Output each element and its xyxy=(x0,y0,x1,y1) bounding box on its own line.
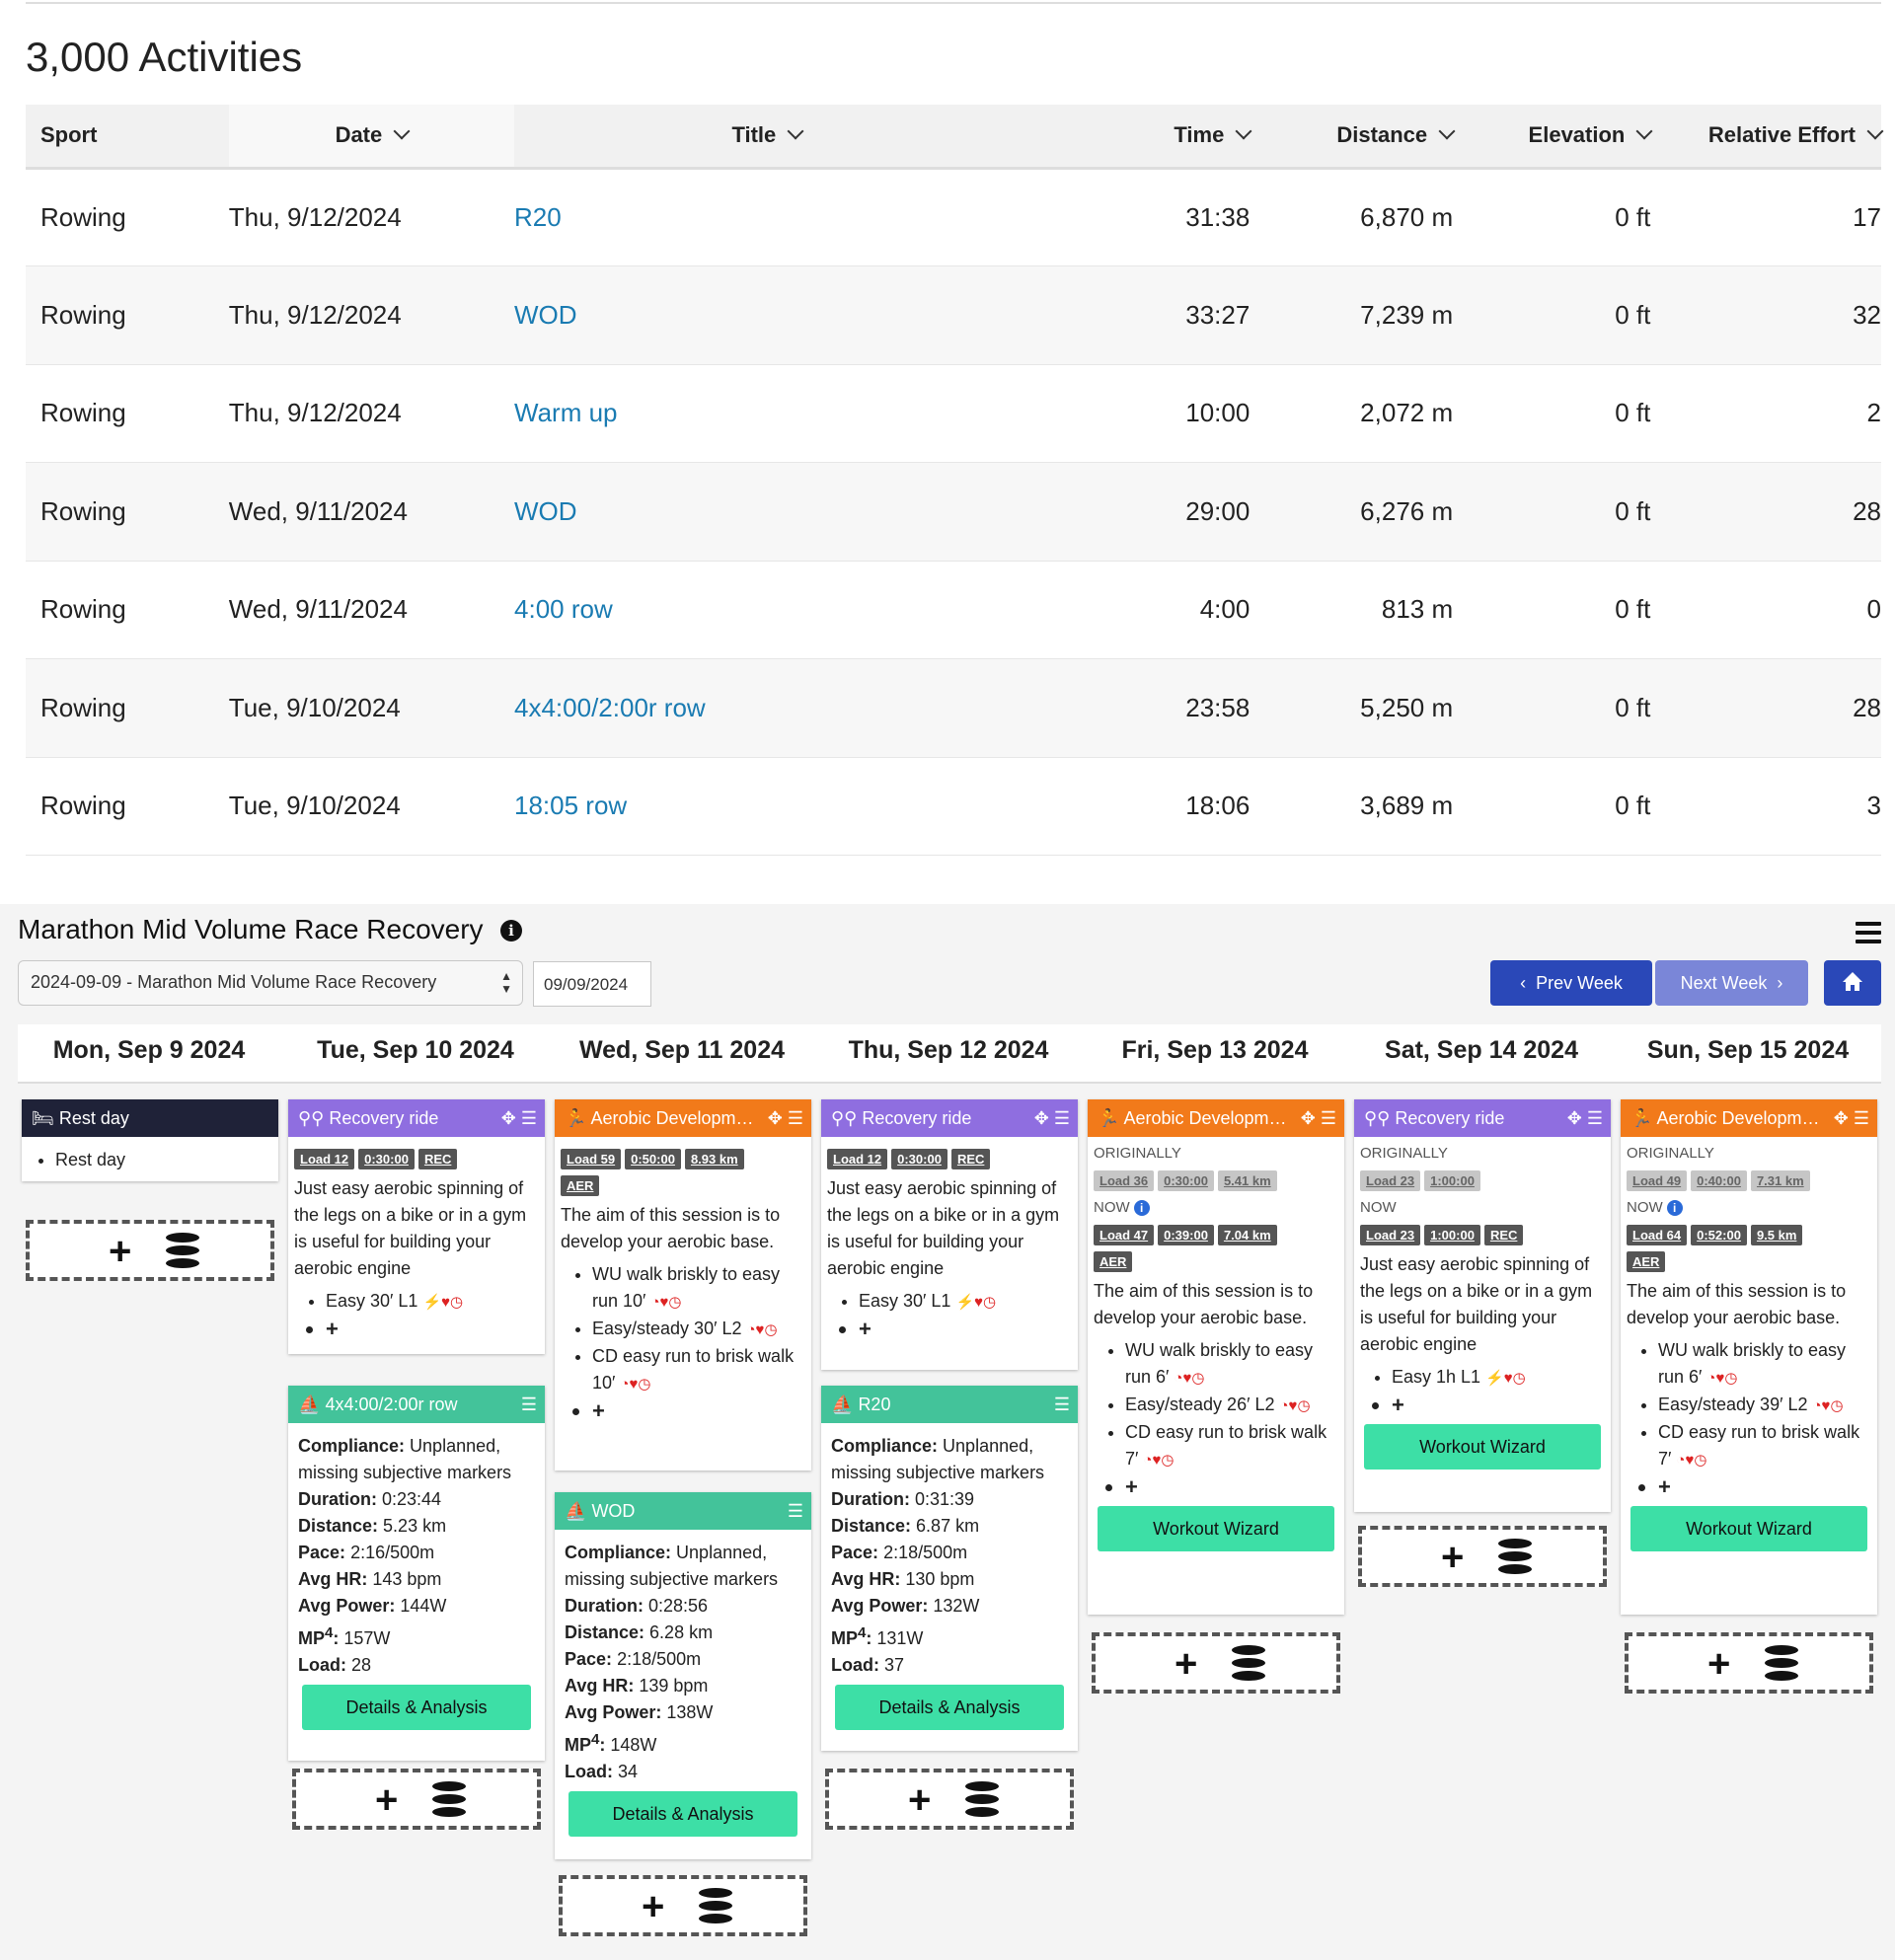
add-step-plus-icon[interactable]: • + xyxy=(1658,1473,1871,1500)
workout-step: • WU walk briskly to easy run 10′ ◔♥◷ xyxy=(592,1261,805,1316)
home-button[interactable] xyxy=(1824,960,1881,1006)
table-row xyxy=(26,659,1881,758)
time-cell: 33:27 xyxy=(1020,266,1251,365)
day-header-sat: Sat, Sep 14 2024 xyxy=(1385,1036,1578,1064)
title-cell xyxy=(514,757,1020,856)
prev-week-button[interactable] xyxy=(1490,960,1652,1006)
effort-cell: 32 xyxy=(1650,266,1881,365)
workout-description: The aim of this session is to develop your aerobic base. xyxy=(1627,1281,1847,1327)
pace-line: Pace: 2:16/500m xyxy=(298,1543,435,1562)
workout-wizard-button[interactable]: Workout Wizard xyxy=(1630,1506,1867,1551)
table-row xyxy=(26,266,1881,365)
col-effort-sort[interactable] xyxy=(1650,105,1881,168)
menu-icon[interactable] xyxy=(1856,922,1881,943)
add-step-plus-icon[interactable]: • + xyxy=(859,1316,1072,1342)
top-divider xyxy=(26,0,1881,4)
effort-cell: 0 xyxy=(1650,561,1881,659)
load-line: Load: 28 xyxy=(298,1655,372,1675)
add-workout-box-sun[interactable] xyxy=(1625,1632,1873,1694)
col-distance-label: Distance xyxy=(1336,122,1428,148)
col-title-sort[interactable] xyxy=(514,105,1020,168)
step-icons: ◔♥◷ xyxy=(620,1376,651,1393)
aerobic-card-sun[interactable]: 🏃 Aerobic Developm… ✥ ☰ ORIGINALLY Load 49 0:40:00 7.31 km NOW i Load 64 0:52:00 9.5 km AER The aim of this session is to develop your aerobic base. • WU walk briskly to easy run 6′ ◔♥◷ • Easy/steady 39′ L2 ◔♥◷ • CD easy run to brisk walk 7′ ◔♥◷ • + Workout Wizard xyxy=(1621,1099,1877,1615)
card-header xyxy=(821,1386,1078,1423)
bike-icon: ⚲⚲ xyxy=(298,1108,325,1128)
card-header xyxy=(555,1492,811,1530)
chevron-down-icon xyxy=(1636,123,1653,140)
rest-day-header xyxy=(22,1099,278,1137)
sport-cell: Rowing xyxy=(26,757,229,856)
now-label: NOW i xyxy=(1094,1197,1338,1219)
title-cell xyxy=(514,168,1020,266)
move-menu-icons[interactable]: ✥ ☰ xyxy=(500,1108,537,1128)
card-title: Recovery ride xyxy=(862,1108,972,1128)
card-header xyxy=(1354,1099,1611,1137)
info-icon[interactable]: i xyxy=(1667,1200,1683,1216)
chevron-down-icon xyxy=(1867,123,1884,140)
move-menu-icons[interactable]: ✥ ☰ xyxy=(1300,1108,1336,1128)
step-icons: ⚡♥◷ xyxy=(422,1294,464,1311)
card-header xyxy=(1621,1099,1877,1137)
select-arrows-icon: ▲ ▼ xyxy=(500,969,512,996)
elevation-cell: 0 ft xyxy=(1453,757,1650,856)
workout-step: • WU walk briskly to easy run 6′ ◔♥◷ xyxy=(1658,1337,1871,1392)
day-header-tue: Tue, Sep 10 2024 xyxy=(317,1036,514,1064)
date-cell: Thu, 9/12/2024 xyxy=(229,364,514,463)
plus-icon: + xyxy=(642,1885,665,1928)
workout-step: • CD easy run to brisk walk 7′ ◔♥◷ xyxy=(1125,1419,1338,1473)
chevron-down-icon xyxy=(1439,123,1456,140)
day-header-mon: Mon, Sep 9 2024 xyxy=(52,1036,246,1064)
move-menu-icons[interactable]: ✥ ☰ xyxy=(1833,1108,1869,1128)
plan-title: Marathon Mid Volume Race Recovery xyxy=(18,914,484,944)
chevron-down-icon xyxy=(394,123,411,140)
sport-cell: Rowing xyxy=(26,364,229,463)
col-sport xyxy=(26,105,229,168)
next-week-label: Next Week xyxy=(1680,973,1768,993)
power-line: Avg Power: 144W xyxy=(298,1596,447,1616)
activity-title-link[interactable]: 4:00 row xyxy=(514,594,613,625)
workout-step: • CD easy run to brisk walk 7′ ◔♥◷ xyxy=(1658,1419,1871,1473)
database-icon xyxy=(1765,1645,1798,1683)
card-title: Aerobic Developm… xyxy=(1123,1108,1287,1128)
details-analysis-button[interactable]: Details & Analysis xyxy=(302,1685,531,1730)
database-icon xyxy=(1232,1645,1265,1683)
activity-title-link[interactable]: WOD xyxy=(514,299,577,330)
time-cell: 29:00 xyxy=(1020,463,1251,562)
card-header xyxy=(288,1099,545,1137)
distance-cell: 6,276 m xyxy=(1250,463,1453,562)
details-analysis-button[interactable]: Details & Analysis xyxy=(835,1685,1064,1730)
rowing-icon: ⛵ xyxy=(298,1395,321,1414)
card-title: WOD xyxy=(591,1501,636,1521)
step-icons: ◔♥◷ xyxy=(650,1294,682,1311)
distance-cell: 813 m xyxy=(1250,561,1453,659)
date-cell: Thu, 9/12/2024 xyxy=(229,168,514,266)
database-icon xyxy=(699,1888,732,1925)
card-title: Aerobic Developm… xyxy=(1656,1108,1820,1128)
compliance-line: Compliance: Unplanned, missing subjective markers xyxy=(298,1436,512,1482)
runner-icon: 🏃 xyxy=(1630,1108,1653,1128)
card-title: Recovery ride xyxy=(329,1108,439,1128)
workout-description: Just easy aerobic spinning of the legs on a bike or in a gym is useful for building your aerobic engine xyxy=(294,1178,527,1278)
workout-step: • CD easy run to brisk walk 10′ ◔♥◷ xyxy=(592,1343,805,1397)
activity-title-link[interactable]: Warm up xyxy=(514,398,618,428)
rowing-icon: ⛵ xyxy=(831,1395,854,1414)
plus-icon: + xyxy=(375,1778,399,1822)
activity-title-link[interactable]: 18:05 row xyxy=(514,791,628,821)
runner-icon: 🏃 xyxy=(1098,1108,1120,1128)
workout-step: • Easy/steady 39′ L2 ◔♥◷ xyxy=(1658,1392,1871,1419)
add-workout-box-sat[interactable] xyxy=(1358,1526,1607,1587)
mp-line: $MP^4$: 157W xyxy=(298,1624,391,1648)
recovery-ride-card-tue[interactable] xyxy=(288,1099,545,1354)
move-menu-icons[interactable]: ✥ ☰ xyxy=(1033,1108,1070,1128)
table-row xyxy=(26,364,1881,463)
menu-icon[interactable]: ☰ xyxy=(520,1395,537,1414)
elevation-cell: 0 ft xyxy=(1453,364,1650,463)
now-label: NOW i xyxy=(1627,1197,1871,1219)
menu-icon[interactable]: ☰ xyxy=(1053,1395,1070,1414)
plan-date-input[interactable]: 09/09/2024 xyxy=(533,961,651,1007)
chevron-down-icon xyxy=(1236,123,1252,140)
plus-icon: + xyxy=(1175,1642,1198,1686)
bike-icon: ⚲⚲ xyxy=(1364,1108,1391,1128)
effort-cell: 2 xyxy=(1650,364,1881,463)
rest-day-item: • Rest day xyxy=(55,1147,272,1173)
add-step-plus-icon[interactable]: • + xyxy=(326,1316,539,1342)
card-header xyxy=(555,1099,811,1137)
day-header-wed: Wed, Sep 11 2024 xyxy=(579,1036,785,1064)
originally-label: ORIGINALLY xyxy=(1627,1145,1714,1162)
plus-icon: + xyxy=(1441,1536,1465,1579)
add-workout-box-wed[interactable] xyxy=(559,1875,807,1936)
date-cell: Tue, 9/10/2024 xyxy=(229,659,514,758)
workout-step: • Easy 30′ L1 ⚡♥◷ xyxy=(859,1288,1072,1316)
duration-tag: 0:30:00 xyxy=(358,1149,415,1169)
title-cell xyxy=(514,364,1020,463)
day-header-sun: Sun, Sep 15 2024 xyxy=(1646,1036,1850,1064)
sport-cell: Rowing xyxy=(26,168,229,266)
duration-line: Duration: 0:23:44 xyxy=(298,1489,442,1509)
chevron-down-icon xyxy=(788,123,804,140)
menu-icon[interactable]: ☰ xyxy=(787,1501,803,1521)
step-icons: ◔♥◷ xyxy=(746,1321,778,1338)
add-step-plus-icon[interactable]: • + xyxy=(592,1397,805,1424)
table-row xyxy=(26,168,1881,266)
bike-icon: ⚲⚲ xyxy=(831,1108,858,1128)
elevation-cell: 0 ft xyxy=(1453,168,1650,266)
time-cell: 18:06 xyxy=(1020,757,1251,856)
col-title-label: Title xyxy=(731,122,777,148)
card-title: Recovery ride xyxy=(1395,1108,1505,1128)
runner-icon: 🏃 xyxy=(565,1108,587,1128)
workout-description: The aim of this session is to develop your aerobic base. xyxy=(561,1205,781,1251)
activities-table-body xyxy=(26,168,1881,856)
effort-cell: 28 xyxy=(1650,463,1881,562)
effort-cell: 17 xyxy=(1650,168,1881,266)
col-sport-label: Sport xyxy=(40,122,98,148)
aerobic-card-fri[interactable]: 🏃 Aerobic Developm… ✥ ☰ ORIGINALLY Load 36 0:30:00 5.41 km NOW i Load 47 0:39:00 7.04 km AER The aim of this session is to develop your aerobic base. • WU walk briskly to easy run 6′ ◔♥◷ • Easy/steady 26′ L2 ◔♥◷ • CD easy run to brisk walk 7′ ◔♥◷ • + Workout Wizard xyxy=(1088,1099,1344,1615)
workout-step: • Easy 30′ L1 ⚡♥◷ xyxy=(326,1288,539,1316)
date-cell: Wed, 9/11/2024 xyxy=(229,561,514,659)
col-elevation-label: Elevation xyxy=(1528,122,1626,148)
distance-cell: 2,072 m xyxy=(1250,364,1453,463)
distance-line: Distance: 5.23 km xyxy=(298,1516,447,1536)
workout-step: • Easy 1h L1 ⚡♥◷ xyxy=(1392,1364,1605,1392)
table-row xyxy=(26,463,1881,562)
info-icon[interactable]: i xyxy=(500,920,522,942)
day-header-fri: Fri, Sep 13 2024 xyxy=(1121,1036,1309,1064)
col-time-sort[interactable] xyxy=(1020,105,1251,168)
chevron-right-icon: › xyxy=(1767,973,1783,993)
prev-week-label: Prev Week xyxy=(1536,973,1623,993)
plan-select[interactable] xyxy=(18,960,523,1006)
sport-cell: Rowing xyxy=(26,659,229,758)
rowing-icon: ⛵ xyxy=(565,1501,587,1521)
add-workout-box-mon[interactable] xyxy=(26,1220,274,1281)
sport-cell: Rowing xyxy=(26,463,229,562)
sport-cell: Rowing xyxy=(26,266,229,365)
time-cell: 23:58 xyxy=(1020,659,1251,758)
card-header xyxy=(821,1099,1078,1137)
bed-icon: 🛏 xyxy=(32,1108,54,1128)
col-time-label: Time xyxy=(1174,122,1225,148)
col-date-sort[interactable] xyxy=(229,105,514,168)
col-elevation-sort[interactable] xyxy=(1453,105,1650,168)
date-cell: Wed, 9/11/2024 xyxy=(229,463,514,562)
rest-day-card[interactable] xyxy=(22,1099,278,1181)
card-title: Aerobic Developm… xyxy=(590,1108,754,1128)
add-workout-box-tue[interactable] xyxy=(292,1769,541,1830)
table-header-row xyxy=(26,105,1881,168)
date-cell: Thu, 9/12/2024 xyxy=(229,266,514,365)
move-menu-icons[interactable]: ✥ ☰ xyxy=(1566,1108,1603,1128)
effort-cell: 3 xyxy=(1650,757,1881,856)
activity-title-link[interactable]: R20 xyxy=(514,201,562,232)
plus-icon: + xyxy=(908,1778,932,1822)
activities-table xyxy=(26,105,1881,856)
activities-count-title: 3,000 Activities xyxy=(26,34,303,80)
col-effort-label: Relative Effort xyxy=(1707,122,1856,148)
card-header xyxy=(288,1386,545,1423)
load-tag: Load 12 xyxy=(294,1149,354,1169)
col-distance-sort[interactable] xyxy=(1250,105,1453,168)
card-header xyxy=(1088,1099,1344,1137)
title-cell xyxy=(514,561,1020,659)
completed-row-card-tue[interactable] xyxy=(288,1386,545,1761)
sport-cell: Rowing xyxy=(26,561,229,659)
date-cell: Tue, 9/10/2024 xyxy=(229,757,514,856)
distance-cell: 5,250 m xyxy=(1250,659,1453,758)
hr-line: Avg HR: 143 bpm xyxy=(298,1569,442,1589)
elevation-cell: 0 ft xyxy=(1453,266,1650,365)
aerobic-card-wed[interactable]: 🏃 Aerobic Developm… ✥ ☰ Load 59 0:50:00 8.93 km AER The aim of this session is to develop your aerobic base. • WU walk briskly to easy run 10′ ◔♥◷ • Easy/steady 30′ L2 ◔♥◷ • CD easy run to brisk walk 10′ ◔♥◷ • + xyxy=(555,1099,811,1470)
step-icons: ⚡♥◷ xyxy=(955,1294,997,1311)
title-cell xyxy=(514,659,1020,758)
database-icon xyxy=(965,1781,999,1819)
workout-description: Just easy aerobic spinning of the legs on a bike or in a gym is useful for building your aerobic engine xyxy=(1360,1254,1593,1354)
database-icon xyxy=(432,1781,466,1819)
workout-step: • WU walk briskly to easy run 6′ ◔♥◷ xyxy=(1125,1337,1338,1392)
time-cell: 4:00 xyxy=(1020,561,1251,659)
time-cell: 31:38 xyxy=(1020,168,1251,266)
completed-r20-card-thu[interactable]: ⛵ R20 ☰ Compliance: Unplanned, missing subjective markers Duration: 0:31:39 Distance: 6.87 km Pace: 2:18/500m Avg HR: 130 bpm Avg Power: 132W $MP^4$: 131W Load: 37 Details & Analysis xyxy=(821,1386,1078,1751)
info-icon[interactable]: i xyxy=(1134,1200,1150,1216)
recovery-ride-card-thu[interactable]: ⚲⚲ Recovery ride ✥ ☰ Load 12 0:30:00 REC Just easy aerobic spinning of the legs on a bike or in a gym is useful for building your aerobic engine • Easy 30′ L1 ⚡♥◷ • + xyxy=(821,1099,1078,1370)
title-cell xyxy=(514,266,1020,365)
activity-title-link[interactable]: 4x4:00/2:00r row xyxy=(514,692,706,722)
recovery-ride-card-sat[interactable]: ⚲⚲ Recovery ride ✥ ☰ ORIGINALLY Load 23 1:00:00 NOW Load 23 1:00:00 REC Just easy aerobic spinning of the legs on a bike or in a gym is useful for building your aerobic engine • Easy 1h L1 ⚡♥◷ • + Workout Wizard xyxy=(1354,1099,1611,1512)
title-cell xyxy=(514,463,1020,562)
next-week-button[interactable] xyxy=(1655,960,1808,1006)
plus-icon: + xyxy=(109,1230,132,1273)
workout-wizard-button[interactable]: Workout Wizard xyxy=(1098,1506,1334,1551)
chevron-left-icon: ‹ xyxy=(1520,973,1537,993)
details-analysis-button[interactable]: Details & Analysis xyxy=(568,1791,797,1837)
type-tag: REC xyxy=(418,1149,457,1169)
add-step-plus-icon[interactable]: • + xyxy=(1392,1392,1605,1418)
card-title: 4x4:00/2:00r row xyxy=(325,1395,458,1414)
workout-step: • Easy/steady 30′ L2 ◔♥◷ xyxy=(592,1316,805,1343)
database-icon xyxy=(1498,1539,1532,1576)
move-menu-icons[interactable]: ✥ ☰ xyxy=(767,1108,803,1128)
add-workout-box-fri[interactable] xyxy=(1092,1632,1340,1694)
plan-select-value: 2024-09-09 - Marathon Mid Volume Race Recovery xyxy=(31,972,437,992)
effort-cell: 28 xyxy=(1650,659,1881,758)
elevation-cell: 0 ft xyxy=(1453,561,1650,659)
add-workout-box-thu[interactable] xyxy=(825,1769,1074,1830)
originally-label: ORIGINALLY xyxy=(1360,1145,1448,1162)
now-label: NOW xyxy=(1360,1199,1397,1216)
add-step-plus-icon[interactable]: • + xyxy=(1125,1473,1338,1500)
distance-cell: 3,689 m xyxy=(1250,757,1453,856)
plus-icon: + xyxy=(1707,1642,1731,1686)
card-title: R20 xyxy=(858,1395,891,1414)
originally-label: ORIGINALLY xyxy=(1094,1145,1181,1162)
distance-cell: 7,239 m xyxy=(1250,266,1453,365)
database-icon xyxy=(166,1233,199,1270)
table-row xyxy=(26,561,1881,659)
workout-step: • Easy/steady 26′ L2 ◔♥◷ xyxy=(1125,1392,1338,1419)
rest-day-title: Rest day xyxy=(58,1108,129,1128)
time-cell: 10:00 xyxy=(1020,364,1251,463)
workout-description: Just easy aerobic spinning of the legs on a bike or in a gym is useful for building your aerobic engine xyxy=(827,1178,1060,1278)
day-header-thu: Thu, Sep 12 2024 xyxy=(848,1036,1049,1064)
distance-cell: 6,870 m xyxy=(1250,168,1453,266)
table-row xyxy=(26,757,1881,856)
col-date-label: Date xyxy=(335,122,383,148)
completed-wod-card-wed[interactable]: ⛵ WOD ☰ Compliance: Unplanned, missing subjective markers Duration: 0:28:56 Distance: 6.28 km Pace: 2:18/500m Avg HR: 139 bpm Avg Power: 138W $MP^4$: 148W Load: 34 Details & Analysis xyxy=(555,1492,811,1859)
elevation-cell: 0 ft xyxy=(1453,659,1650,758)
workout-description: The aim of this session is to develop your aerobic base. xyxy=(1094,1281,1314,1327)
elevation-cell: 0 ft xyxy=(1453,463,1650,562)
workout-wizard-button[interactable]: Workout Wizard xyxy=(1364,1424,1601,1470)
home-icon xyxy=(1824,960,1881,1006)
activity-title-link[interactable]: WOD xyxy=(514,495,577,526)
